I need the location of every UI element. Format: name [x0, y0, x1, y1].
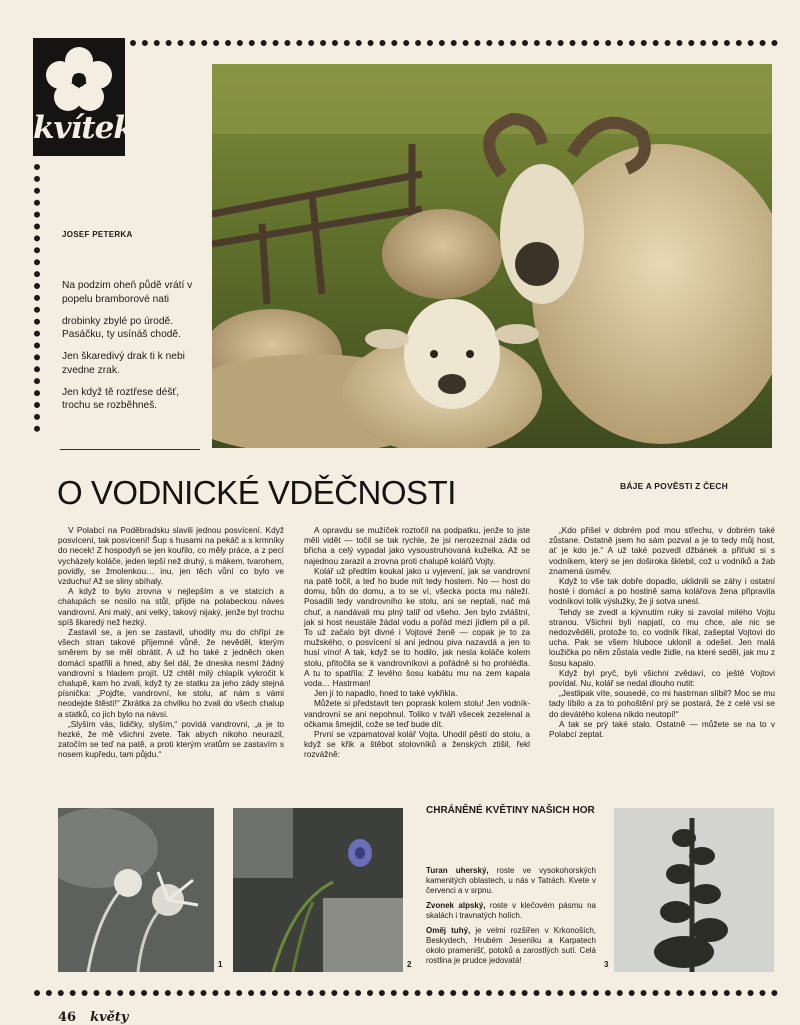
- flower-name: Oměj tuhý,: [426, 926, 471, 935]
- poem-stanza: Jen škaredivý drak ti k nebi zvedne zrak.: [62, 351, 185, 376]
- paragraph: Můžete si představit ten poprask kolem stolu! Jen vodník-vandrovní se ani nepohnul. Toliko v tváři všecek zezelenal a očkama šmejdil, cože se teď bude dít.: [304, 698, 530, 729]
- logo-word: kvítek: [33, 110, 134, 146]
- poem-stanza: drobinky zbylé po úrodě. Pasáčku, ty usínáš chodě.: [62, 315, 181, 340]
- paragraph: Jen jí to napadlo, hned to také vykřikla.: [314, 688, 458, 699]
- author-name: JOSEF PETERKA: [62, 230, 133, 239]
- photo-number: 3: [604, 960, 609, 969]
- paragraph: První se vzpamatoval kolář Vojta. Uhodil pěstí do stolu, a když se křik a štěbot stolovníků a ženských ztišil, řekl rozvážně:: [304, 729, 530, 760]
- section-label: BÁJE A POVĚSTI Z ČECH: [620, 481, 728, 491]
- paragraph: A tak se prý také stalo. Ostatně — můžete se na to v Polabcí zeptat.: [549, 718, 775, 740]
- photo-number: 2: [407, 960, 412, 969]
- flower-photo-3: [614, 808, 774, 972]
- paragraph: V Polabcí na Poděbradsku slavili jednou posvícení. Když posvícení, tak posvícení! Šup s husami na pekáč a s krmníky do necek! Z hospodyň se jen kouřilo, co měly práce, a z pecí vycházely koláče, jeden lepší než druhý, s mákem, tvarohem, povidly, se žmolenkou… inu, jen těch vůní co bylo ve vzduchu! Až se sliny sbíhaly.: [58, 525, 284, 587]
- paragraph: „Kdo přišel v dobrém pod mou střechu, v dobrém také zůstane. Ostatně jsem ho sám pozval a je to tedy můj host, ať je kdo je.“ A už také pozvedl džbánek a přiťukl si s vodníkem, který se jen doširoka šklebil, což u vodníků a žab znamená úsměv.: [549, 525, 775, 576]
- magazine-name: květy: [90, 1010, 129, 1025]
- left-dotted-border: [34, 164, 40, 432]
- caption: [426, 926, 596, 966]
- paragraph: Zastavil se, a jen se zastavil, uhodily mu do chřípí ze všech stran takové příjemné vůně, že nevěděl, kterým směrem by se měl obrátit. A už ho také z jedněch oken domácí spatřili a hned, aby šel dál, že dneska nesmí žádný vandrovní s hladem projít. Už chtěl milý chlapík vykročit k chalupě, kam ho zvali, když ty ze statku za jeho zády stejná písnička: „Pojďte, vandrovní, ke stolu, ať nám s vámi neodejde štěstí!“ Zkrátka za chvilku ho zvali do všech chalup a statků, co jich bylo na návsi.: [58, 627, 284, 719]
- flower-icon: [43, 44, 115, 114]
- paragraph: A opravdu se mužíček roztočil na podpatku, jenže to jste měli vidět — točil se tak rychle, že jsi nerozeznal záda od břicha a celý vypadal jako vysoustruhovaná kuželka. Až se najednou zarazil a zrovna proti chalupě kolářů Vojty.: [304, 525, 530, 566]
- paragraph: „Jestlipak víte, sousedé, co mi hastrman slíbil? Moc se mu tady líbilo a za to pohoštění prý se postará, že z celé vsi se do devátého kolena nikdo neutopí!“: [549, 688, 775, 719]
- poem-stanza: Na podzim oheň půdě vrátí v popelu bramborové nati: [62, 280, 193, 305]
- flower-name: Zvonek alpský,: [426, 901, 486, 910]
- flower-text: je velmi rozšířen v Krkonoších, Beskydech, Hrubém Jeseníku a Karpatech okolo pramenišť, potoků a zarostlých sutí. Celá rostlina je prudce jedovatá!: [426, 926, 596, 965]
- poem-stanza: Jen když tě roztřese déšť, trochu se rozběhneš.: [62, 386, 180, 411]
- article-column-1: [58, 525, 284, 760]
- caption: [426, 901, 596, 921]
- bottom-dotted-border: [34, 990, 778, 996]
- flowers-heading: CHRÁNĚNÉ KVĚTINY NAŠICH HOR: [426, 805, 595, 816]
- paragraph: „Slyším vás, lidičky, slyším,“ povídá vandrovní, „a je to hezké, že mě všichni zvete. Tak abych nikoho neurazil, zatočím se teď na patě, a proti kterým vratům se zastavím s nosem kupředu, tam půjdu.“: [58, 718, 284, 760]
- article-title: O VODNICKÉ VDĚČNOSTI: [57, 474, 456, 511]
- poem: [62, 279, 207, 421]
- photo-number: 1: [218, 960, 223, 969]
- paragraph: Kolář už předtím koukal jako u vyjevení, jak se vandrovní na patě točil, a teď ho bude mít tedy hostem. No — host do domu, bůh do domu, a to se ví, všecka pocta mu náleží. Posadili tedy vandrovního ke stolu, ani se neptali, nač má chuť, a nandávali mu plný talíř od všeho. Jen bylo zvláštní, jak si host neustále žádal vodu a pořád mezi jídlem pil a pil. To už začalo být divné i Vojtové ženě — copak je to za mužského, o posvícení si ani jednou piva nazavdá a jen to husí víno! A tak, když se to hodilo, jak nesla koláče kolem stolu, přitočila se k vandrovníkovi a pořádně si ho prohlédla. A tu to spatřila: Z levého šosu kabátu mu na zem kapala voda… Hastrman!: [304, 565, 530, 689]
- kvitek-logo: [33, 38, 134, 156]
- flower-photo-1: [58, 808, 214, 972]
- flowers-captions: [426, 866, 596, 971]
- paragraph: Tehdy se zvedl a kývnutím ruky si zavolal milého Vojtu stranou. Všichni byli napjatí, co mu chce, ale nic se nedozvěděli, protože to, co vodník říkal, zašeptal Vojtovi do ucha. Pak se všem hluboce uklonil a odešel. Jen malá loužička po něm zůstala vedle židle, na které seděl, jak mu z šosu kapalo.: [549, 606, 775, 668]
- top-dotted-border: [130, 40, 778, 46]
- flower-name: Turan uherský,: [426, 866, 489, 875]
- sheep-photo: [212, 64, 772, 448]
- flower-text: roste v klečovém pásmu na skalách i travnatých holích.: [426, 901, 596, 920]
- flower-text: roste ve vysokohorských kamenitých oblastech, u nás v Tatrách. Kvete v červenci a v srpnu.: [426, 866, 597, 895]
- page-number: 46: [58, 1010, 77, 1025]
- paragraph: Když byl pryč, byli všichni zvědaví, co ještě Vojtovi povídal. Nu, kolář se nedal dlouho nutit:: [549, 667, 775, 689]
- paragraph: A když to bylo zrovna v nejlepším a ve statcích a chalupách se nosilo na stůl, přijde na polabeckou náves vandrovní. Ani malý, ani velký, takový nijaký, jenže byl trochu spíš škaredý než hezký.: [58, 586, 284, 627]
- divider: [60, 449, 200, 450]
- flower-photo-2: [233, 808, 403, 972]
- page-footer: [58, 1010, 128, 1025]
- article-column-3: [549, 525, 775, 739]
- article-column-2: [304, 525, 530, 760]
- caption: [426, 866, 596, 896]
- paragraph: Když to vše tak dobře dopadlo, uklidnili se záhy i ostatní hosté i domácí a po hostině sama kolářova žena připravila vodníkovi tolik výslužky, že ji sotva unesl.: [549, 576, 775, 607]
